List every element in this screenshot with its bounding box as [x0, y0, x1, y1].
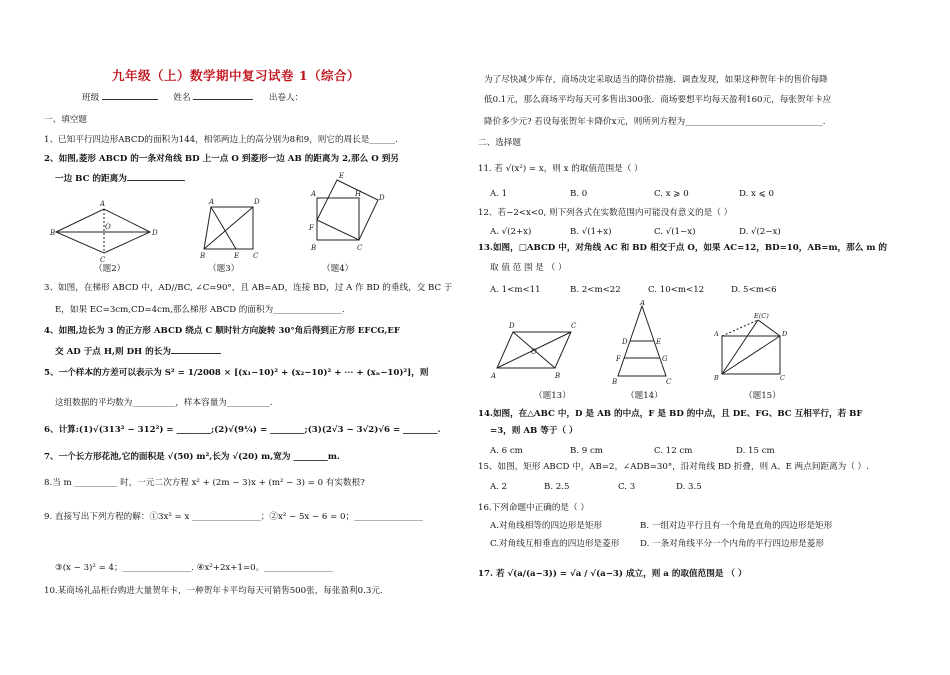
q16-option-d[interactable]: D. 一条对角线平分一个内角的平行四边形是菱形	[640, 539, 824, 549]
figure-15-caption: （题15）	[744, 391, 781, 401]
question-14-line2: =3，则 AB 等于（ ）	[490, 426, 578, 436]
figure-14-triangle	[612, 300, 672, 386]
svg-text:E: E	[656, 338, 662, 346]
question-4-line1: 4、如图,边长为 3 的正方形 ABCD 绕点 C 顺时针方向旋转 30°角后得到正方形 EFCG,EF	[44, 326, 400, 336]
q11-option-d[interactable]: D. x ⩽ 0	[739, 189, 775, 199]
svg-text:A: A	[100, 200, 106, 208]
svg-text:C: C	[100, 256, 106, 264]
question-13-line1: 13.如图，□ABCD 中，对角线 AC 和 BD 相交于点 O，如果 AC=12，BD=10，AB=m，那么 m 的	[478, 243, 888, 253]
name-blank[interactable]	[193, 90, 253, 100]
svg-text:D: D	[509, 322, 515, 330]
header-info	[82, 90, 303, 104]
question-3-line2: E，如果 EC=3cm,CD=4cm,那么梯形 ABCD 的面积为________________.	[55, 305, 345, 315]
question-4-text: 交 AD 于点 H,则 DH 的长为	[55, 347, 171, 357]
question-2-line2	[55, 171, 185, 185]
rhombus-abcd	[56, 209, 150, 253]
svg-text:C: C	[357, 244, 363, 252]
svg-text:O: O	[531, 348, 537, 356]
q15-option-d[interactable]: D. 3.5	[676, 482, 702, 492]
svg-text:D: D	[379, 194, 385, 202]
figure-13-parallelogram	[485, 318, 595, 384]
question-3-line1: 3、如图，在梯形 ABCD 中，AD//BC, ∠C=90°，且 AB=AD，连接 BD，过 A 作 BD 的垂线，交 BC 于	[44, 283, 453, 293]
figure-14-caption: （题14）	[626, 391, 663, 401]
question-5-line1: 5、一个样本的方差可以表示为 S² = 1/2008 × [(x₁−10)² + (x₂−10)² + ··· + (xₙ−10)²]，则	[44, 368, 429, 378]
q11-option-b[interactable]: B. 0	[570, 189, 588, 199]
question-2-blank[interactable]	[127, 171, 185, 181]
question-10: 10.某商场礼品柜台购进大量贺年卡，一种贺年卡平均每天可销售500张，每张盈利0.3元.	[44, 586, 383, 596]
question-13-line2: 取 值 范 围 是 （ ）	[490, 263, 567, 273]
svg-text:D: D	[622, 338, 628, 346]
svg-text:A: A	[311, 190, 317, 198]
class-label: 班级	[82, 93, 100, 103]
svg-text:A: A	[640, 300, 646, 307]
svg-text:A: A	[209, 198, 215, 206]
question-10-cont-line1: 为了尽快减少库存，商场决定采取适当的降价措施．调查发现，如果这种贺年卡的售价每降	[484, 75, 828, 85]
q14-option-a[interactable]: A. 6 cm	[490, 446, 523, 456]
q16-option-c[interactable]: C.对角线互相垂直的四边形是菱形	[490, 539, 620, 549]
q11-option-c[interactable]: C. x ⩾ 0	[654, 189, 689, 199]
svg-text:C: C	[666, 378, 672, 386]
svg-text:O: O	[105, 223, 111, 231]
question-17: 17. 若 √(a/(a−3)) = √a / √(a−3) 成立，则 a 的取值范围是 （ ）	[478, 569, 747, 579]
name-label: 姓名	[173, 93, 191, 103]
q16-option-a[interactable]: A.对角线相等的四边形是矩形	[490, 521, 603, 531]
q12-option-c[interactable]: C. √(1−x)	[654, 227, 696, 237]
svg-text:G: G	[662, 355, 668, 363]
section-fill-blank: 一、填空题	[44, 115, 87, 125]
svg-text:C: C	[571, 322, 577, 330]
question-1: 1、已知平行四边形ABCD的面积为144，相邻两边上的高分别为8和9，则它的周长是______.	[44, 135, 398, 145]
q12-option-b[interactable]: B. √(1+x)	[570, 227, 612, 237]
class-blank[interactable]	[102, 90, 158, 100]
svg-text:B: B	[714, 374, 719, 382]
svg-text:D: D	[782, 330, 788, 338]
fold-be	[722, 320, 758, 374]
svg-text:H: H	[355, 190, 362, 198]
segment-bd	[204, 207, 253, 249]
svg-text:D: D	[254, 198, 260, 206]
svg-text:D: D	[152, 229, 158, 237]
question-4-blank[interactable]	[171, 344, 221, 354]
svg-text:B: B	[311, 244, 317, 252]
svg-text:C: C	[253, 252, 259, 260]
q13-option-a[interactable]: A. 1<m<11	[490, 285, 541, 295]
question-14-line1: 14.如图，在△ABC 中，D 是 AB 的中点，F 是 BD 的中点，且 DE、FG、BC 互相平行，若 BF	[478, 409, 863, 419]
section-multiple-choice: 二、选择题	[478, 138, 521, 148]
question-2-text: 一边 BC 的距离为	[55, 174, 127, 184]
question-15: 15、如图，矩形 ABCD 中，AB=2，∠ADB=30°，沿对角线 BD 折叠，则 A、E 两点间距离为（ ）.	[478, 462, 869, 472]
svg-text:F: F	[309, 224, 314, 232]
svg-text:C: C	[780, 374, 785, 382]
question-10-cont-line2: 低0.1元，那么商场平均每天可多售出300张．商场要想平均每天盈利160元，每张贺年卡应	[484, 95, 832, 105]
question-11: 11. 若 √(x²) = x，则 x 的取值范围是（ ）	[478, 164, 643, 174]
q11-option-a[interactable]: A. 1	[490, 189, 508, 199]
q12-option-d[interactable]: D. √(2−x)	[739, 227, 781, 237]
q14-option-d[interactable]: D. 15 cm	[736, 446, 775, 456]
q13-option-b[interactable]: B. 2<m<22	[570, 285, 621, 295]
figure-2-caption: （题2）	[94, 264, 126, 274]
svg-text:A: A	[491, 372, 497, 380]
q15-option-a[interactable]: A. 2	[490, 482, 508, 492]
q16-option-b[interactable]: B. 一组对边平行且有一个角是直角的四边形是矩形	[640, 521, 833, 531]
figure-2-rhombus	[50, 195, 160, 265]
question-9-line1: 9. 直接写出下列方程的解：①3x² = x ________________；②x² − 5x − 6 = 0；________________	[44, 512, 423, 522]
svg-text:A: A	[714, 330, 719, 338]
q13-option-d[interactable]: D. 5<m<6	[731, 285, 777, 295]
question-5-line2: 这组数据的平均数为__________，样本容量为__________.	[55, 398, 273, 408]
square-abcd	[317, 198, 359, 240]
question-4-line2	[55, 344, 221, 358]
question-2-line1: 2、如图,菱形 ABCD 的一条对角线 BD 上一点 O 到菱形一边 AB 的距离为 2,那么 O 到另	[44, 154, 399, 164]
figure-13-caption: （题13）	[534, 391, 571, 401]
figure-3-trapezoid	[200, 196, 270, 262]
figure-15-rectangle	[714, 312, 794, 382]
svg-text:E: E	[339, 172, 345, 180]
svg-text:B: B	[555, 372, 561, 380]
question-7: 7、一个长方形花池,它的面积是 √(50) m²,长为 √(20) m,宽为 ________m.	[44, 452, 340, 462]
figure-4-squares	[305, 170, 385, 262]
diagonal-bd	[722, 336, 780, 374]
page-title: 九年级（上）数学期中复习试卷 1（综合）	[112, 68, 361, 83]
q13-option-c[interactable]: C. 10<m<12	[648, 285, 705, 295]
question-8: 8.当 m __________ 时，一元二次方程 x² + (2m − 3)x + (m² − 3) = 0 有实数根?	[44, 478, 365, 488]
svg-text:F: F	[616, 355, 621, 363]
square-efcg	[317, 180, 378, 240]
q15-option-c[interactable]: C. 3	[618, 482, 636, 492]
svg-text:E: E	[234, 252, 240, 260]
svg-text:B: B	[200, 252, 206, 260]
author-label: 出卷人：	[268, 93, 304, 103]
question-6: 6、计算:(1)√(313² − 312²) = ________;(2)√(9¼) = ________;(3)(2√3 − 3√2)√6 = ________.	[44, 425, 441, 435]
q15-option-b[interactable]: B. 2.5	[544, 482, 570, 492]
question-10-cont-line3: 降价多少元? 若设每张贺年卡降价x元，则所列方程为________________________________.	[484, 117, 826, 127]
figure-4-caption: （题4）	[322, 264, 354, 274]
question-12: 12、若−2<x<0, 则下列各式在实数范围内可能没有意义的是（ ）	[478, 208, 733, 218]
svg-text:B: B	[50, 229, 56, 237]
q14-option-b[interactable]: B. 9 cm	[570, 446, 603, 456]
svg-text:E(C): E(C)	[754, 312, 769, 320]
figure-3-caption: （题3）	[208, 264, 240, 274]
question-9-line2: ③(x − 3)² = 4；________________. ④x²+2x+1=0。________________	[55, 563, 333, 573]
q14-option-c[interactable]: C. 12 cm	[654, 446, 693, 456]
question-16: 16.下列命题中正确的是（ ）	[478, 503, 589, 513]
svg-text:B: B	[612, 378, 618, 386]
segment-ae	[211, 207, 236, 249]
fold-ed	[758, 320, 780, 336]
q12-option-a[interactable]: A. √(2+x)	[490, 227, 532, 237]
